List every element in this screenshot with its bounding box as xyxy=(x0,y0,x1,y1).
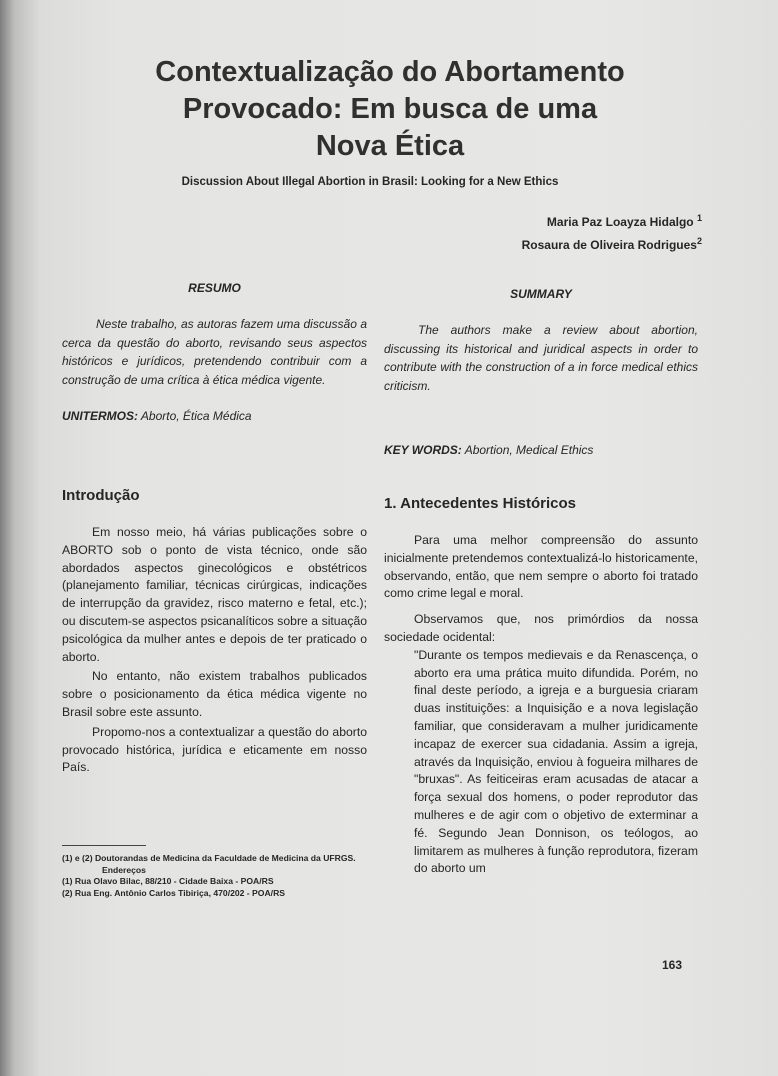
keywords-label: KEY WORDS: xyxy=(384,443,462,457)
author xyxy=(522,232,702,255)
intro-paragraph: Propomo-nos a contextualizar a questão do aborto provocado histórica, jurídica e eticamente em nosso País. xyxy=(62,724,367,775)
article-subtitle: Discussion About Illegal Abortion in Brasil: Looking for a New Ethics xyxy=(181,176,559,188)
resumo-block xyxy=(62,281,367,423)
author-list xyxy=(522,209,702,255)
title-line: Provocado: Em busca de uma xyxy=(182,93,598,125)
summary-text: The authors make a review about abortion, discussing its historical and juridical aspects in order to contribute with the construction of a in force medical ethics criticism. xyxy=(384,323,698,393)
summary-heading: SUMMARY xyxy=(510,287,572,301)
intro-paragraph: Em nosso meio, há várias publicações sobre o ABORTO sob o ponto de vista técnico, onde são abordados aspectos ginecológicos e obstétricos (planejamento familiar, técnicas cirúrgicas, indicações de interrupção da gravidez, risco materno e fetal, etc.); ou discutem-se aspectos psicanalíticos sobre a situação psicológica da mulher antes e depois de ter praticado o aborto. xyxy=(62,525,367,664)
historical-quote: "Durante os tempos medievais e da Renascença, o aborto era uma prática muito difundida. Porém, no final deste período, a igreja e a burguesia criaram duas instituições: a Inquisição e a nova legislação familiar, que consideravam a mulher juridicamente incapaz de exercer sua cidadania. Assim a igreja, através da Inquisição, enviou à fogueira milhares de "bruxas". As feiticeiras eram acusadas de atacar a força sexual dos homens, o poder reprodutor das mulheres e de agir com o objetivo de exterminar a fé. Segundo Jean Donnison, os teólogos, ao limitarem as mulheres à função reprodutora, fizeram do aborto um xyxy=(414,647,698,876)
author xyxy=(522,209,702,232)
footnote: Endereços xyxy=(102,864,146,875)
author-name: Maria Paz Loayza Hidalgo xyxy=(546,215,694,229)
antecedentes-paragraph: Observamos que, nos primórdios da nossa sociedade ocidental: xyxy=(384,612,698,644)
author-mark: 1 xyxy=(696,213,702,223)
resumo-heading: RESUMO xyxy=(188,281,241,295)
resumo-keywords xyxy=(62,409,367,423)
antecedentes-paragraph: Para uma melhor compreensão do assunto inicialmente pretendemos contextualizá-lo historicamente, observando, então, que nem sempre o aborto foi tratado como crime legal e moral. xyxy=(384,533,698,601)
antecedentes-heading: 1. Antecedentes Históricos xyxy=(384,495,577,512)
author-name: Rosaura de Oliveira Rodrigues xyxy=(521,238,697,252)
intro-heading: Introdução xyxy=(62,487,140,504)
intro-paragraph: No entanto, não existem trabalhos publicados sobre o posicionamento da ética médica vigente no Brasil sobre este assunto. xyxy=(62,669,367,719)
footnote: (1) Rua Olavo Bilac, 88/210 - Cidade Baixa - POA/RS xyxy=(62,876,274,886)
page-number: 163 xyxy=(662,958,683,972)
summary-block xyxy=(384,287,698,457)
summary-keywords xyxy=(384,443,698,457)
title-line: Contextualização do Abortamento xyxy=(155,56,625,88)
footnote: (1) e (2) Doutorandas de Medicina da Faculdade de Medicina da UFRGS. xyxy=(62,853,356,863)
footnotes xyxy=(62,853,362,899)
title-line: Nova Ética xyxy=(315,130,465,162)
antecedentes-section xyxy=(384,495,698,878)
keywords-label: UNITERMOS: xyxy=(62,409,138,423)
keywords-value: Aborto, Ética Médica xyxy=(140,409,252,423)
footnote: (2) Rua Eng. Antônio Carlos Tibiriça, 470/202 - POA/RS xyxy=(62,887,286,898)
footnote-rule xyxy=(62,845,146,846)
intro-section xyxy=(62,487,367,777)
author-mark: 2 xyxy=(696,236,702,246)
keywords-value: Abortion, Medical Ethics xyxy=(464,443,594,457)
article-title xyxy=(60,54,720,165)
resumo-text: Neste trabalho, as autoras fazem uma discussão a cerca da questão do aborto, revisando seus aspectos históricos e jurídicos, pretendendo contribuir com a construção de uma crítica à ética médica vigente. xyxy=(62,317,367,387)
